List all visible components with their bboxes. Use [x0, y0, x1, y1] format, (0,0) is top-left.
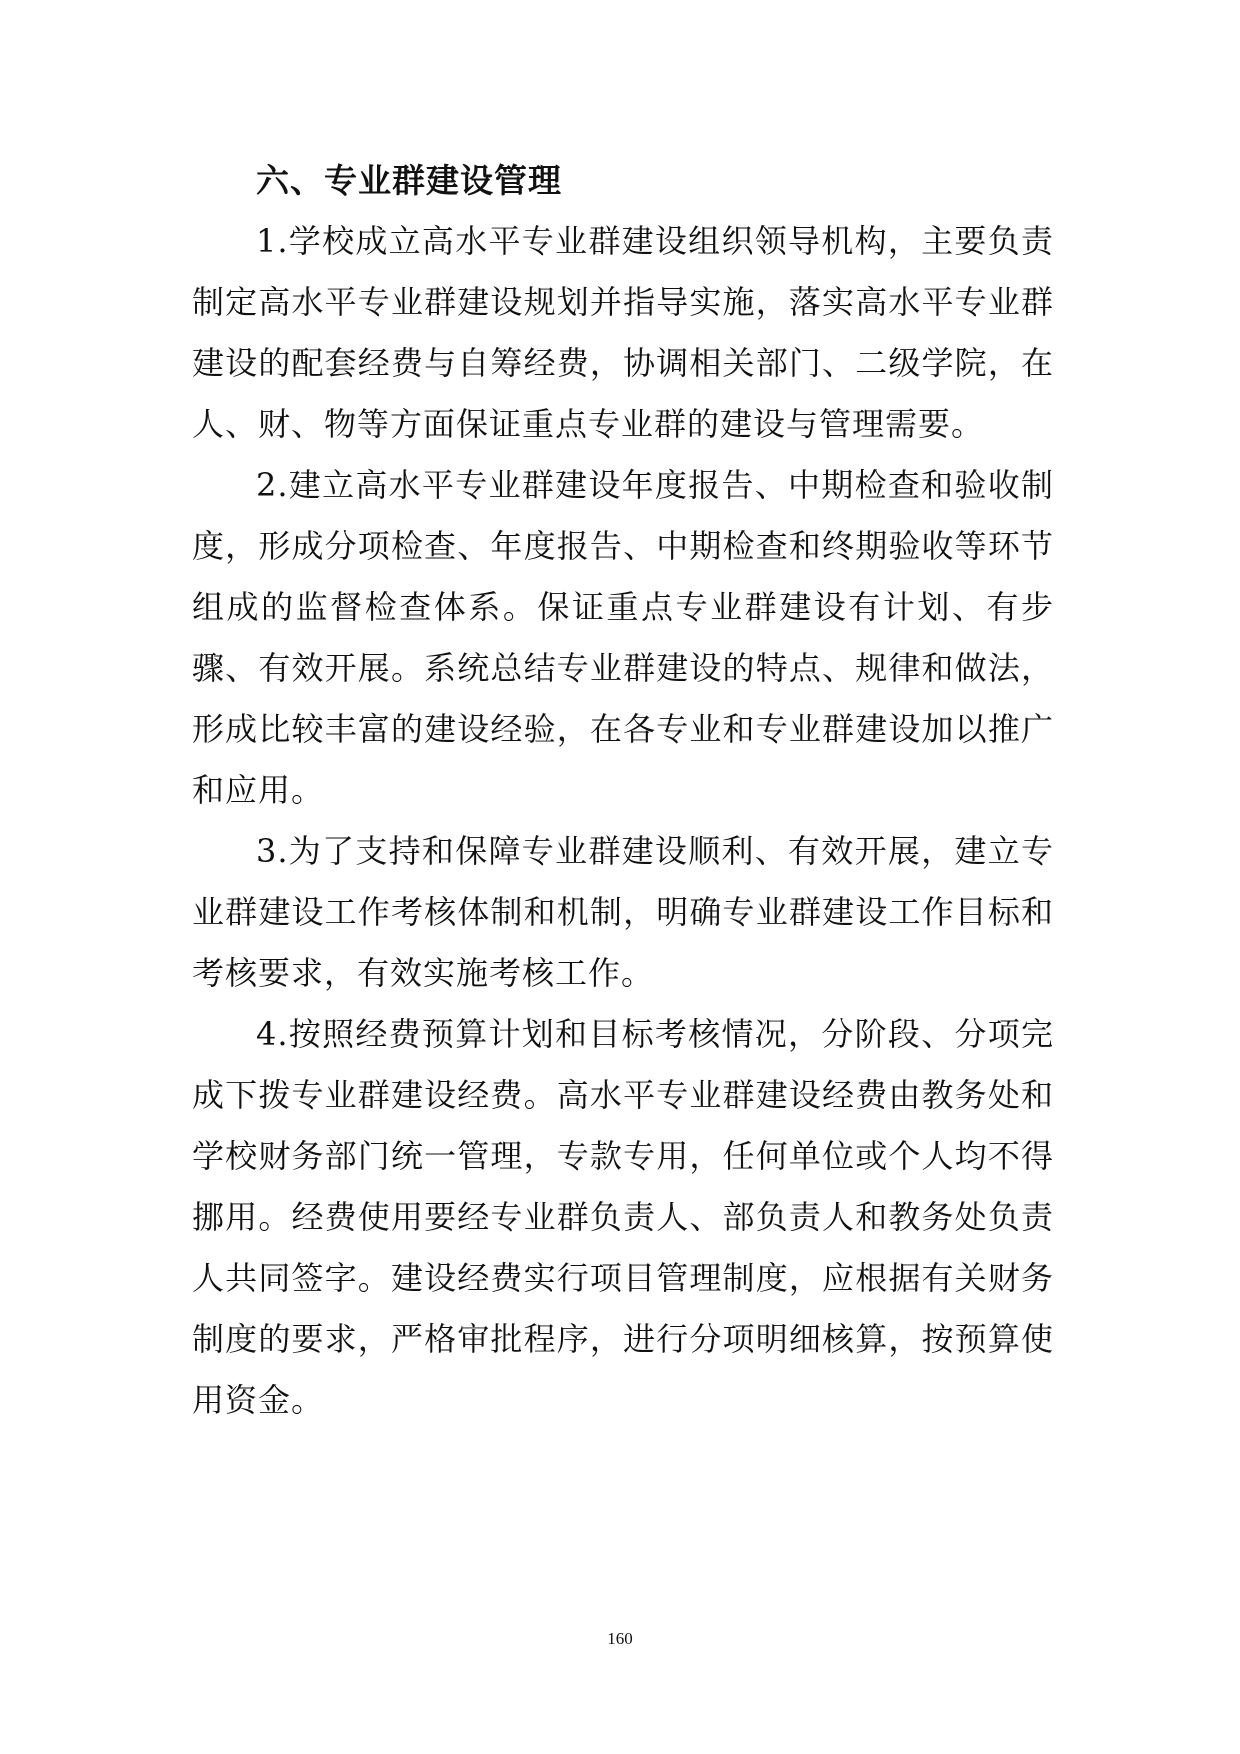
document-body — [192, 150, 1054, 1431]
page-number: 160 — [607, 1629, 633, 1648]
paragraph-4: 4.按照经费预算计划和目标考核情况，分阶段、分项完成下拨专业群建设经费。高水平专业群建设经费由教务处和学校财务部门统一管理，专款专用，任何单位或个人均不得挪用。经费使用要经专业群负责人、部负责人和教务处负责人共同签字。建设经费实行项目管理制度，应根据有关财务制度的要求，严格审批程序，进行分项明细核算，按预算使用资金。 — [192, 1015, 1054, 1419]
paragraph-3: 3.为了支持和保障专业群建设顺利、有效开展，建立专业群建设工作考核体制和机制，明确专业群建设工作目标和考核要求，有效实施考核工作。 — [192, 832, 1054, 992]
section-heading: 六、专业群建设管理 — [256, 161, 562, 200]
paragraph-1: 1.学校成立高水平专业群建设组织领导机构，主要负责制定高水平专业群建设规划并指导实施，落实高水平专业群建设的配套经费与自筹经费，协调相关部门、二级学院，在人、财、物等方面保证重点专业群的建设与管理需要。 — [192, 222, 1054, 443]
paragraph-2: 2.建立高水平专业群建设年度报告、中期检查和验收制度，形成分项检查、年度报告、中期检查和终期验收等环节组成的监督检查体系。保证重点专业群建设有计划、有步骤、有效开展。系统总结专业群建设的特点、规律和做法，形成比较丰富的建设经验，在各专业和专业群建设加以推广和应用。 — [192, 466, 1054, 809]
